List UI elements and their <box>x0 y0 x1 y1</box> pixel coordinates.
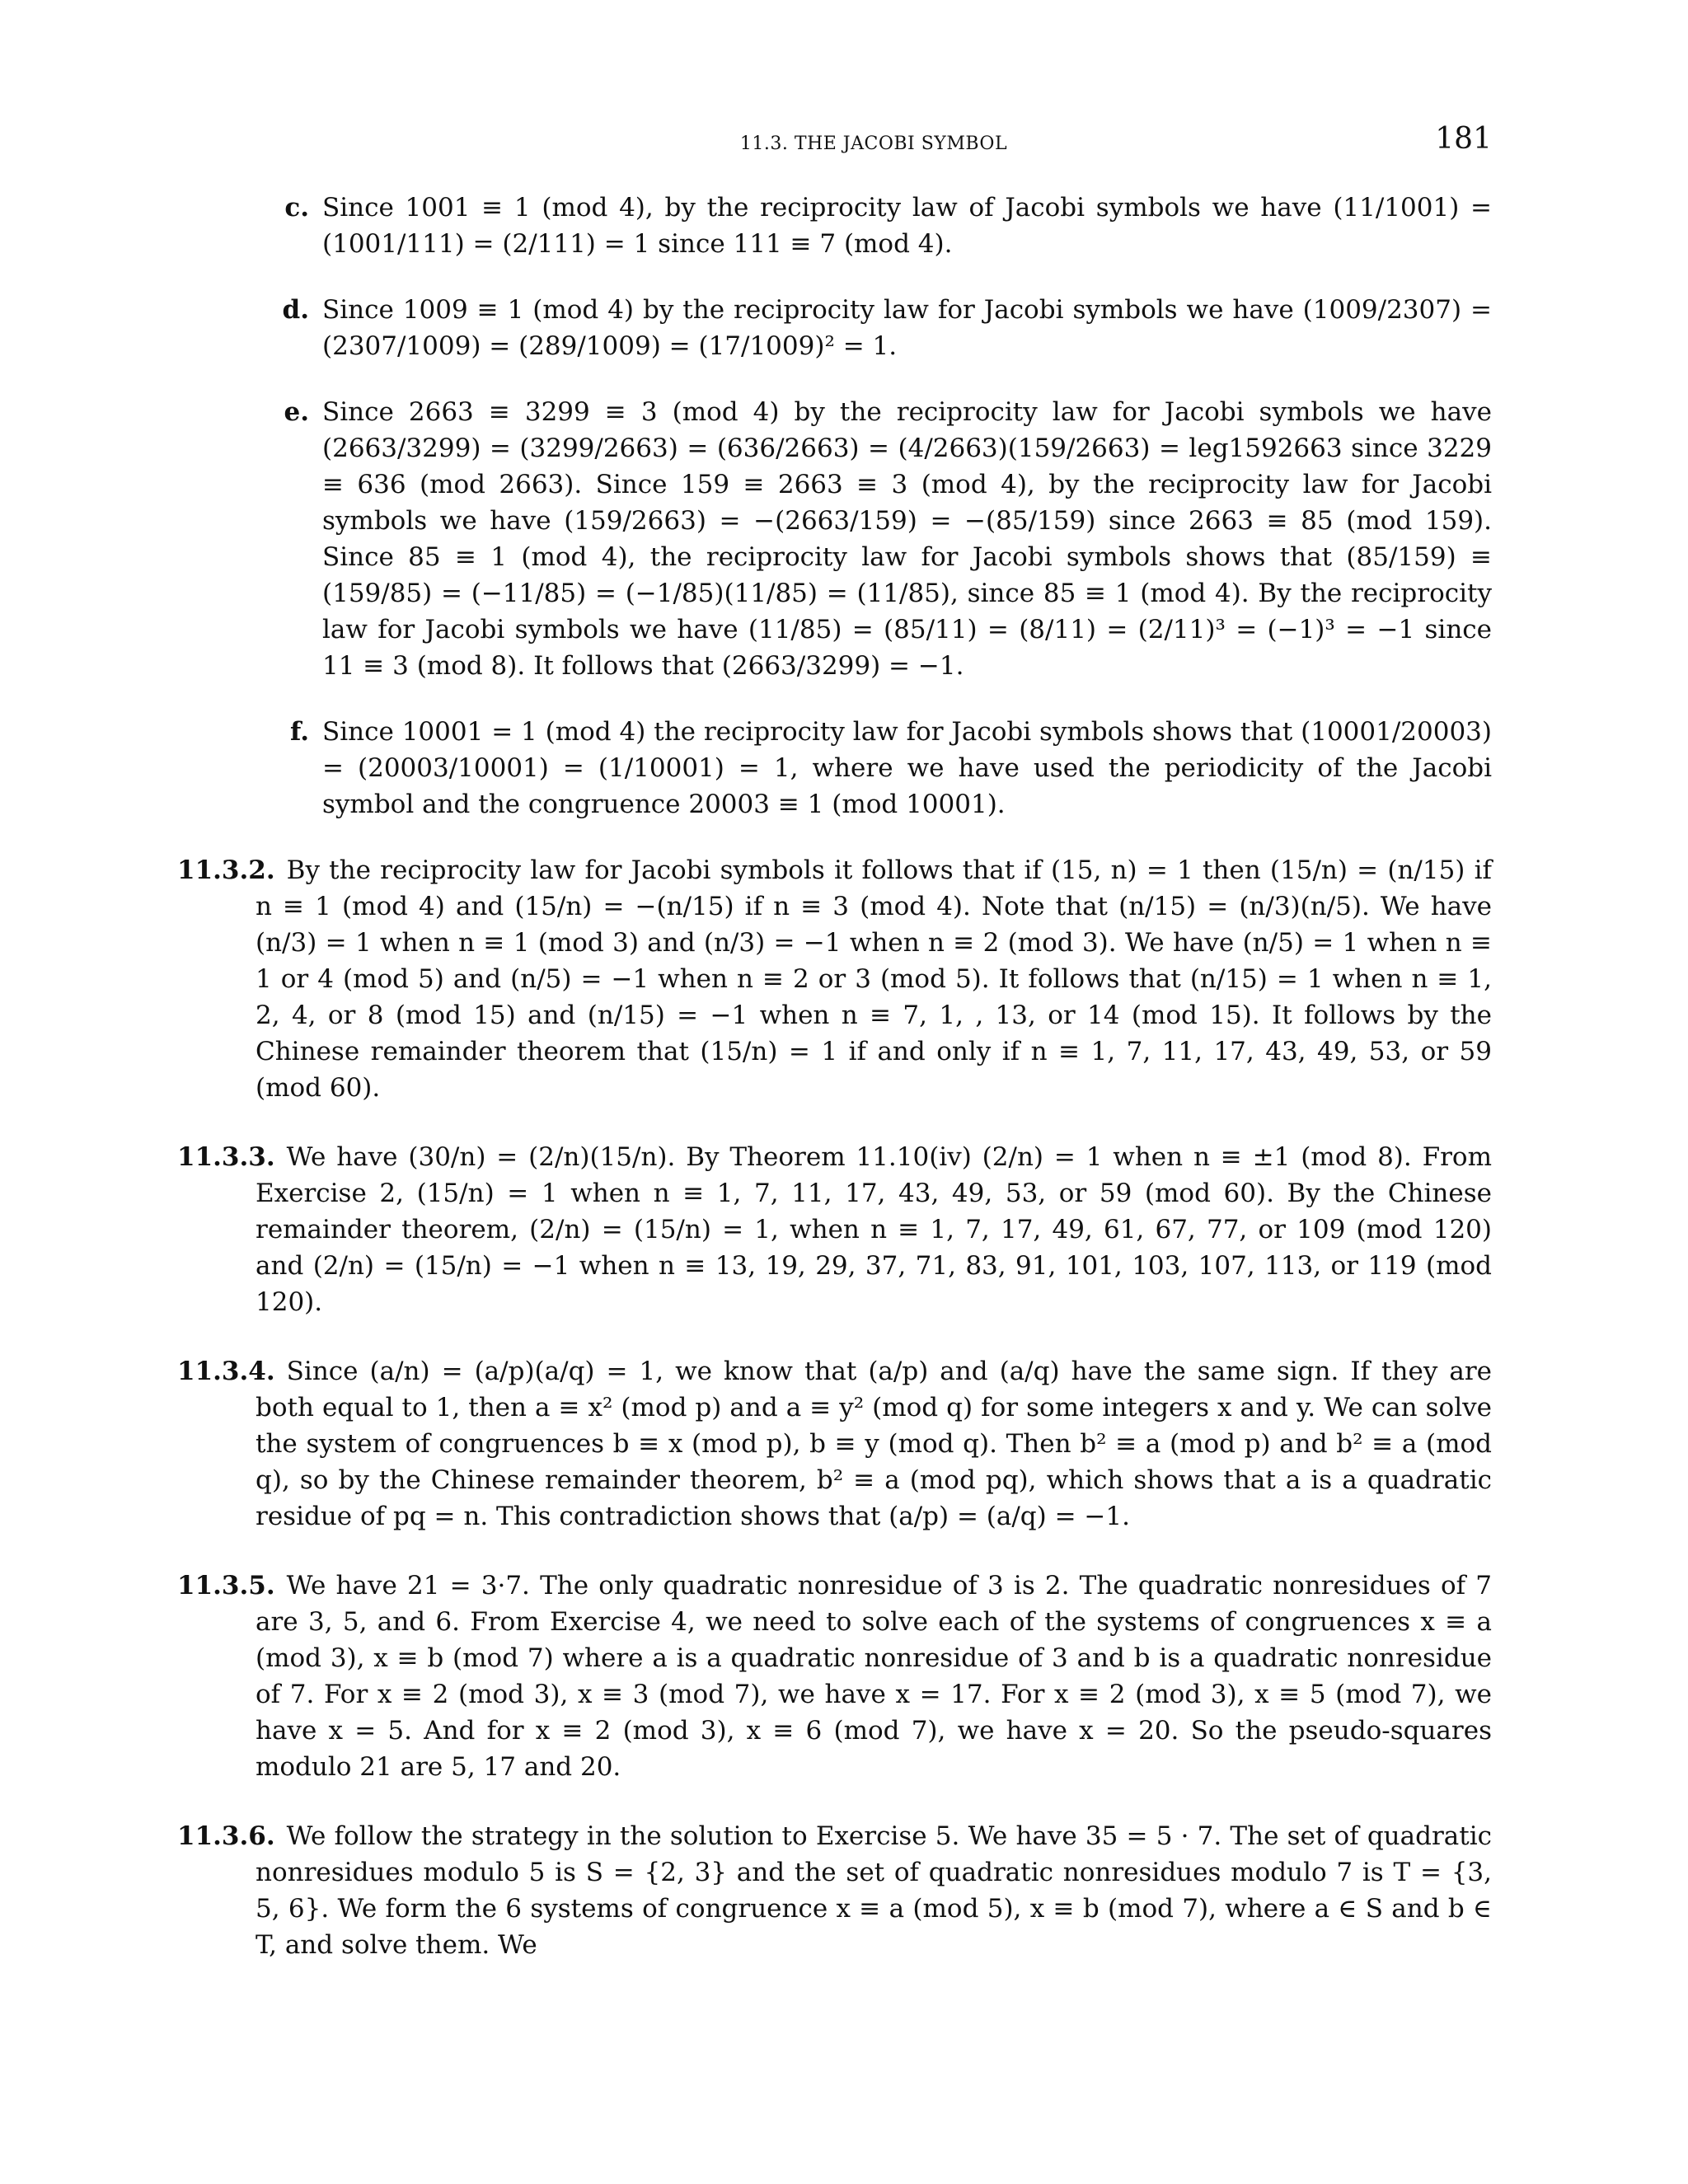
page-header <box>256 122 1492 171</box>
subpart-label: c. <box>284 193 309 223</box>
exercise-11-3-4 <box>177 1353 1492 1535</box>
exercise-label: 11.3.4. <box>177 1357 275 1386</box>
exercise-text: By the reciprocity law for Jacobi symbols it follows that if (15, n) = 1 then (15/n) = (n/15) if n ≡ 1 (mod 4) and (15/n) = −(n/15) if n ≡ 3 (mod 4). Note that (n/15) = (n/3)(n/5). We have (n/3) = 1 when n ≡ 1 (mod 3) and (n/3) = −1 when n ≡ 2 (mod 3). We have (n/5) = 1 when n ≡ 1 or 4 (mod 5) and (n/5) = −1 when n ≡ 2 or 3 (mod 5). It follows that (n/15) = 1 when n ≡ 1, 2, 4, or 8 (mod 15) and (n/15) = −1 when n ≡ 7, 1, , 13, or 14 (mod 15). It follows by the Chinese remainder theorem that (15/n) = 1 if and only if n ≡ 1, 7, 11, 17, 43, 49, 53, or 59 (mod 60). <box>256 855 1492 1103</box>
subpart-label: d. <box>282 295 309 325</box>
subpart-text: Since 1001 ≡ 1 (mod 4), by the reciprocity law of Jacobi symbols we have (11/1001) = (1001/111) = (2/111) = 1 since 111 ≡ 7 (mod 4). <box>322 193 1492 259</box>
subpart-f <box>177 714 1492 823</box>
exercise-label: 11.3.2. <box>177 855 275 885</box>
exercise-label: 11.3.5. <box>177 1571 275 1601</box>
exercise-text: We have (30/n) = (2/n)(15/n). By Theorem 11.10(iv) (2/n) = 1 when n ≡ ±1 (mod 8). From Exercise 2, (15/n) = 1 when n ≡ 1, 7, 11, 17, 43, 49, 53, or 59 (mod 60). By the Chinese remainder theorem, (2/n) = (15/n) = 1, when n ≡ 1, 7, 17, 49, 61, 67, 77, or 109 (mod 120) and (2/n) = (15/n) = −1 when n ≡ 13, 19, 29, 37, 71, 83, 91, 101, 103, 107, 113, or 119 (mod 120). <box>256 1142 1492 1317</box>
exercise-text: We have 21 = 3·7. The only quadratic nonresidue of 3 is 2. The quadratic nonresidues of 7 are 3, 5, and 6. From Exercise 4, we need to solve each of the systems of congruences x ≡ a (mod 3), x ≡ b (mod 7) where a is a quadratic nonresidue of 3 and b is a quadratic nonresidue of 7. For x ≡ 2 (mod 3), x ≡ 3 (mod 7), we have x = 17. For x ≡ 2 (mod 3), x ≡ 5 (mod 7), we have x = 5. And for x ≡ 2 (mod 3), x ≡ 6 (mod 7), we have x = 20. So the pseudo-squares modulo 21 are 5, 17 and 20. <box>256 1571 1492 1782</box>
subpart-d <box>177 292 1492 364</box>
page-number: 181 <box>1435 122 1492 156</box>
subpart-label: f. <box>289 717 309 747</box>
exercise-11-3-3 <box>177 1139 1492 1320</box>
subpart-e <box>177 394 1492 684</box>
running-head: 11.3. THE JACOBI SYMBOL <box>739 134 1008 154</box>
exercise-label: 11.3.6. <box>177 1821 275 1851</box>
exercise-text: Since (a/n) = (a/p)(a/q) = 1, we know that (a/p) and (a/q) have the same sign. If they are both equal to 1, then a ≡ x² (mod p) and a ≡ y² (mod q) for some integers x and y. We can solve the system of congruences b ≡ x (mod p), b ≡ y (mod q). Then b² ≡ a (mod p) and b² ≡ a (mod q), so by the Chinese remainder theorem, b² ≡ a (mod pq), which shows that a is a quadratic residue of pq = n. This contradiction shows that (a/p) = (a/q) = −1. <box>256 1357 1492 1531</box>
exercise-11-3-5 <box>177 1568 1492 1785</box>
exercise-11-3-6 <box>177 1818 1492 1963</box>
page-body <box>177 190 1492 1996</box>
exercise-11-3-2 <box>177 852 1492 1106</box>
subpart-c <box>177 190 1492 262</box>
subpart-label: e. <box>284 397 309 427</box>
subpart-text: Since 10001 = 1 (mod 4) the reciprocity law for Jacobi symbols shows that (10001/20003) = (20003/10001) = (1/10001) = 1, where we have used the periodicity of the Jacobi symbol and the congruence 20003 ≡ 1 (mod 10001). <box>322 717 1492 819</box>
subpart-text: Since 1009 ≡ 1 (mod 4) by the reciprocity law for Jacobi symbols we have (1009/2307) = (2307/1009) = (289/1009) = (17/1009)² = 1. <box>322 295 1492 361</box>
exercise-text: We follow the strategy in the solution to Exercise 5. We have 35 = 5 · 7. The set of quadratic nonresidues modulo 5 is S = {2, 3} and the set of quadratic nonresidues modulo 7 is T = {3, 5, 6}. We form the 6 systems of congruence x ≡ a (mod 5), x ≡ b (mod 7), where a ∈ S and b ∈ T, and solve them. We <box>256 1821 1492 1960</box>
subpart-text: Since 2663 ≡ 3299 ≡ 3 (mod 4) by the reciprocity law for Jacobi symbols we have (2663/3299) = (3299/2663) = (636/2663) = (4/2663)(159/2663) = leg1592663 since 3229 ≡ 636 (mod 2663). Since 159 ≡ 2663 ≡ 3 (mod 4), by the reciprocity law for Jacobi symbols we have (159/2663) = −(2663/159) = −(85/159) since 2663 ≡ 85 (mod 159). Since 85 ≡ 1 (mod 4), the reciprocity law for Jacobi symbols shows that (85/159) ≡ (159/85) = (−11/85) = (−1/85)(11/85) = (11/85), since 85 ≡ 1 (mod 4). By the reciprocity law for Jacobi symbols we have (11/85) = (85/11) = (8/11) = (2/11)³ = (−1)³ = −1 since 11 ≡ 3 (mod 8). It follows that (2663/3299) = −1. <box>322 397 1492 681</box>
exercise-label: 11.3.3. <box>177 1142 275 1172</box>
